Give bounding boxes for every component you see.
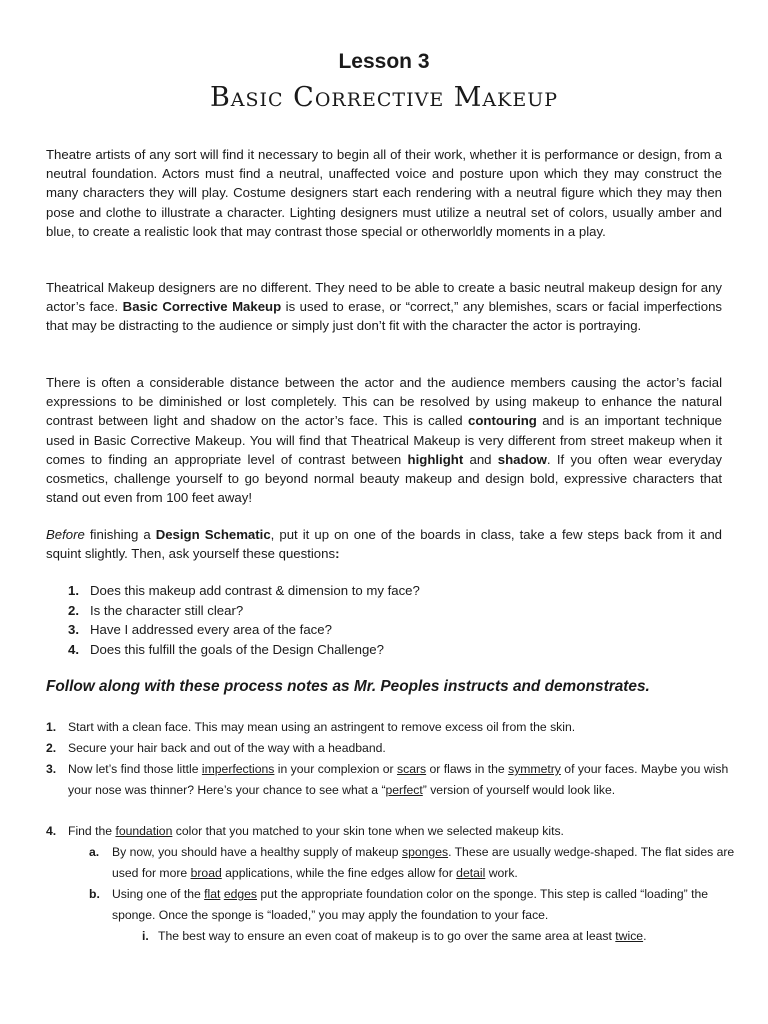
paragraph-design-schematic: Before finishing a Design Schematic, put it up on one of the boards in class, take a few steps back from it and squint slightly. Then, ask yourself these questions:: [46, 527, 722, 562]
list-item: 4. Does this fulfill the goals of the Design Challenge?: [68, 641, 384, 657]
process-notes-heading: Follow along with these process notes as Mr. Peoples instructs and demonstrates.: [46, 678, 650, 695]
paragraph-contouring: There is often a considerable distance between the actor and the audience members causing the actor’s facial expressions to be diminished or lost completely. This can be resolved by using makeup to enhance the natural contrast between light and shadow on the actor’s face. This is called contouring and is an important technique used in Basic Corrective Makeup. You will find that Theatrical Makeup is very different from street makeup when it comes to finding an appropriate level of contrast between highlight and shadow. If you often wear everyday cosmetics, challenge yourself to go beyond normal beauty makeup and design bold, expressive characters that stand out even from 100 feet away!: [46, 375, 722, 506]
step-4a: a. By now, you should have a healthy supply of makeup sponges. These are usually wedge-shaped. The flat sides are used for more broad applications, while the fine edges allow for detail work.: [89, 845, 735, 880]
lesson-label: Lesson 3: [338, 50, 430, 73]
list-item: 3. Have I addressed every area of the face?: [68, 622, 332, 637]
process-steps: [46, 717, 736, 801]
term-contouring: contouring: [468, 413, 537, 429]
process-steps-foundation: [46, 821, 736, 947]
step-2: 2. Secure your hair back and out of the way with a headband.: [46, 741, 386, 755]
term-highlight: highlight: [407, 451, 464, 467]
paragraph-neutral-foundation: Theatre artists of any sort will find it necessary to begin all of their work, whether it is performance or design, from a neutral foundation. Actors must find a neutral, unaffected voice and posture upon which they may construct the many characters they will play. Costume designers start each rendering with a neutral figure which they may then pose and clothe to illustrate a character. Lighting designers must utilize a neutral set of colors, usually amber and blue, to create a realistic look that may contrast those special or otherworldly moments in a play.: [46, 147, 722, 239]
page-title: Basic Corrective Makeup: [209, 82, 559, 113]
question-list: [68, 581, 708, 659]
step-1: 1. Start with a clean face. This may mean using an astringent to remove excess oil from the skin.: [46, 720, 576, 734]
term-design-schematic: Design Schematic: [155, 527, 271, 542]
step-4b-i: i. The best way to ensure an even coat of makeup is to go over the same area at least twice.: [142, 929, 647, 943]
step-4: 4. Find the foundation color that you matched to your skin tone when we selected makeup kits.: [46, 824, 564, 838]
step-4b: b. Using one of the flat edges put the appropriate foundation color on the sponge. This step is called “loading” the sponge. Once the sponge is “loaded,” you may apply the foundation to your face.: [89, 887, 709, 922]
term-shadow: shadow: [497, 451, 547, 467]
list-item: 1. Does this makeup add contrast & dimension to my face?: [68, 583, 420, 598]
term-basic-corrective-makeup: Basic Corrective Makeup: [122, 299, 282, 315]
paragraph-makeup-designers: Theatrical Makeup designers are no different. They need to be able to create a basic neutral makeup design for any actor’s face. Basic Corrective Makeup is used to erase, or “correct,” any blemishes, scars or facial imperfections that may be distracting to the audience or simply just don’t fit with the character the actor is portraying.: [46, 280, 723, 334]
step-3: 3. Now let’s find those little imperfections in your complexion or scars or flaws in the symmetry of your faces. Maybe you wish your nose was thinner? Here’s your chance to see what a “perfect” version of yourself would look like.: [46, 762, 729, 797]
list-item: 2. Is the character still clear?: [68, 602, 244, 618]
